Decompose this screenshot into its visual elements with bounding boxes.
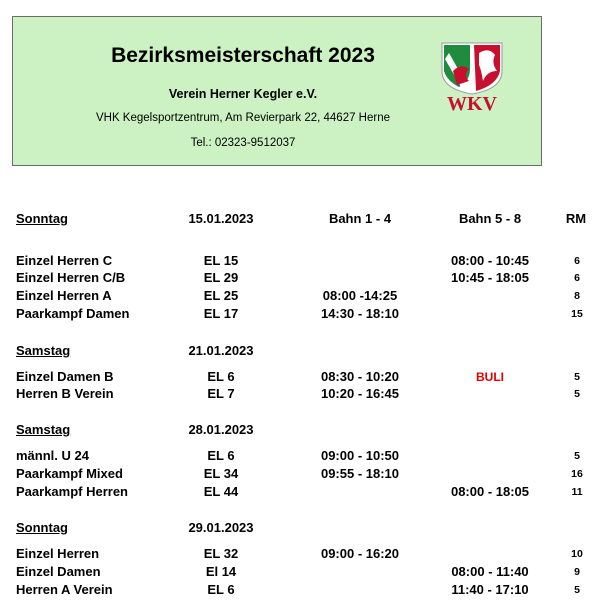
rm-value: 5 [574,450,580,462]
event-name: männl. U 24 [16,448,89,463]
rm-value: 5 [574,388,580,400]
logo-text: WKV [447,93,497,115]
day-heading: Sonntag [16,520,68,535]
time-bahn-5-8: 10:45 - 18:05 [450,270,530,285]
time-bahn-1-4: 08:00 -14:25 [322,288,398,303]
col-header-rm: RM [565,211,587,226]
time-bahn-1-4: 09:55 - 18:10 [320,466,400,481]
col-header-bahn-1-4: Bahn 1 - 4 [328,211,392,226]
event-code: EL 6 [207,448,235,463]
rm-value: 6 [574,272,580,284]
rm-value: 16 [571,468,583,480]
club-name: Verein Herner Kegler e.V. [168,87,318,101]
event-code: EL 34 [203,466,239,481]
date-heading: 21.01.2023 [188,343,254,358]
header-box [12,16,542,166]
event-code: EL 6 [207,369,235,384]
rm-value: 5 [574,371,580,383]
day-heading: Samstag [16,422,71,437]
rm-value: 11 [571,486,583,498]
venue-address: VHK Kegelsportzentrum, Am Revierpark 22, 44627 Herne [95,112,391,124]
time-bahn-1-4: 10:20 - 16:45 [320,386,400,401]
date-heading: 29.01.2023 [188,520,254,535]
day-heading: Samstag [16,343,71,358]
event-name: Einzel Herren [16,546,100,561]
time-bahn-5-8: 08:00 - 18:05 [450,484,530,499]
event-name: Einzel Herren C/B [16,270,126,285]
col-header-bahn-5-8: Bahn 5 - 8 [458,211,522,226]
rm-value: 15 [571,308,583,320]
event-name: Einzel Damen B [16,369,114,384]
coat-of-arms-icon [439,41,505,95]
rm-value: 10 [571,548,583,560]
event-code: EL 7 [207,386,235,401]
time-bahn-1-4: 09:00 - 10:50 [320,448,400,463]
event-code: EL 17 [203,306,239,321]
event-code: EL 44 [203,484,239,499]
event-name: Herren B Verein [16,386,114,401]
event-code: El 14 [205,564,237,579]
event-name: Paarkampf Herren [16,484,128,499]
event-name: Einzel Herren A [16,288,112,303]
event-name: Herren A Verein [16,582,113,597]
event-code: EL 32 [203,546,239,561]
wkv-logo [439,41,505,117]
day-heading: Sonntag [16,211,68,226]
event-code: EL 29 [203,270,239,285]
event-code: EL 25 [203,288,239,303]
event-name: Einzel Herren C [16,253,113,268]
rm-value: 8 [574,290,580,302]
event-code: EL 6 [207,582,235,597]
page-title: Bezirksmeisterschaft 2023 [111,44,375,67]
event-name: Paarkampf Damen [16,306,130,321]
event-name: Paarkampf Mixed [16,466,123,481]
time-bahn-1-4: 08:30 - 10:20 [320,369,400,384]
buli-label: BULI [476,370,504,384]
date-heading: 15.01.2023 [188,211,254,226]
time-bahn-5-8: 11:40 - 17:10 [451,582,529,597]
rm-value: 6 [574,255,580,267]
event-code: EL 15 [203,253,239,268]
rm-value: 9 [574,566,580,578]
time-bahn-1-4: 14:30 - 18:10 [320,306,400,321]
rm-value: 5 [574,584,580,596]
date-heading: 28.01.2023 [188,422,254,437]
event-name: Einzel Damen [16,564,101,579]
time-bahn-1-4: 09:00 - 16:20 [320,546,400,561]
time-bahn-5-8: 08:00 - 11:40 [451,564,529,579]
time-bahn-5-8: 08:00 - 10:45 [450,253,530,268]
phone-number: Tel.: 02323-9512037 [190,137,296,149]
